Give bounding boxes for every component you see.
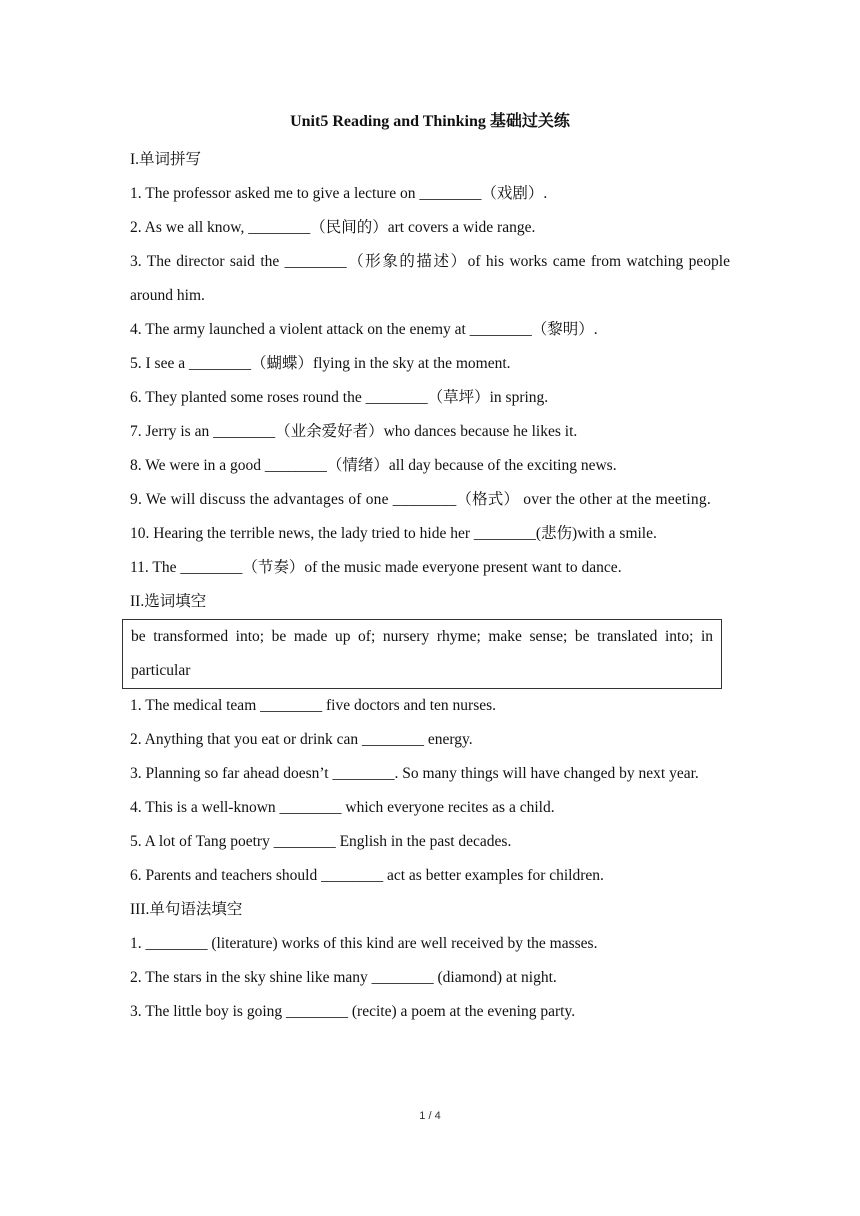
exercise-item: 11. The ________（节奏）of the music made everyone present want to dance. [130,559,622,576]
exercise-item: 2. Anything that you eat or drink can ________ energy. [130,731,473,748]
exercise-item: 9. We will discuss the advantages of one ________（格式） over the other at the meeting. [130,491,711,508]
exercise-item: 7. Jerry is an ________（业余爱好者）who dances because he likes it. [130,423,578,440]
exercise-item: 4. This is a well-known ________ which everyone recites as a child. [130,799,555,816]
exercise-item: 6. Parents and teachers should ________ act as better examples for children. [130,867,604,884]
document-body [130,143,730,1029]
exercise-item: 1. ________ (literature) works of this kind are well received by the masses. [130,935,598,952]
section-heading-word-choice: II.选词填空 [130,593,207,610]
document-title: Unit5 Reading and Thinking 基础过关练 [290,113,570,130]
exercise-item: 8. We were in a good ________（情绪）all day because of the exciting news. [130,457,617,474]
exercise-item: 5. A lot of Tang poetry ________ English in the past decades. [130,833,512,850]
exercise-item: 10. Hearing the terrible news, the lady tried to hide her ________(悲伤)with a smile. [130,525,657,542]
exercise-item: 1. The medical team ________ five doctors and ten nurses. [130,697,497,714]
exercise-item: 6. They planted some roses round the ________（草坪）in spring. [130,389,549,406]
exercise-item: 1. The professor asked me to give a lecture on ________（戏剧）. [130,185,548,202]
exercise-item: 2. As we all know, ________（民间的）art covers a wide range. [130,219,536,236]
section-heading-grammar-fill: III.单句语法填空 [130,901,243,918]
exercise-item: 4. The army launched a violent attack on the enemy at ________（黎明）. [130,321,598,338]
word-bank-box [122,619,722,689]
word-bank-text: be transformed into; be made up of; nursery rhyme; make sense; be translated into; in particular [131,628,713,679]
page-number: 1 / 4 [419,1110,441,1122]
exercise-item: 5. I see a ________（蝴蝶）flying in the sky at the moment. [130,355,511,372]
exercise-item: 3. The director said the ________（形象的描述）of his works came from watching people around him. [130,253,730,304]
exercise-item: 3. Planning so far ahead doesn’t ________. So many things will have changed by next year. [130,765,699,782]
exercise-item: 2. The stars in the sky shine like many ________ (diamond) at night. [130,969,557,986]
section-heading-word-spelling: I.单词拼写 [130,151,202,168]
exercise-item: 3. The little boy is going ________ (recite) a poem at the evening party. [130,1003,576,1020]
